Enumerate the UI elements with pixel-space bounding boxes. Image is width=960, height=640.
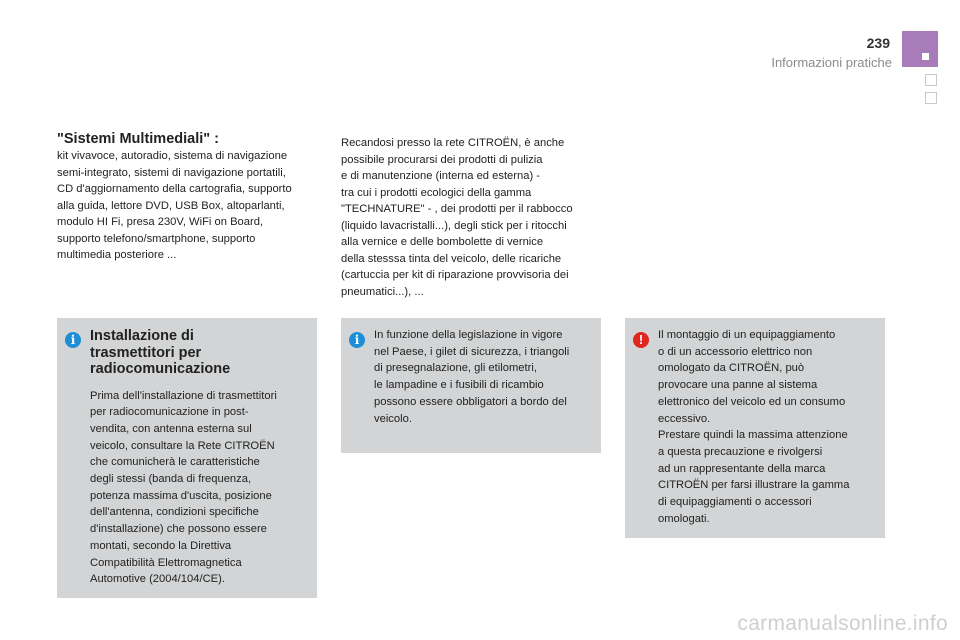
text-line: le lampadine e i fusibili di ricambio [374, 379, 544, 392]
text-line: tra cui i prodotti ecologici della gamma [341, 186, 532, 199]
transmitters-heading [90, 328, 312, 378]
text-line: Recandosi presso la rete CITROËN, è anche [341, 137, 565, 149]
text-line: di equipaggiamenti o accessori [658, 496, 812, 509]
section-title: Informazioni pratiche [771, 55, 892, 70]
transmitters-panel-content [90, 328, 312, 588]
text-line: possono essere obbligatori a bordo del [374, 395, 567, 408]
text-line: vendita, con antenna esterna sul [90, 422, 252, 435]
citroen-network-block [341, 135, 611, 300]
text-line: kit vivavoce, autoradio, sistema di navigazione [57, 150, 288, 162]
text-line: Compatibilità Elettromagnetica [90, 556, 242, 569]
warning-icon: ! [633, 332, 649, 348]
warning-panel [625, 318, 885, 538]
heading-line: Installazione di [90, 328, 194, 344]
text-line: alla vernice e delle bombolette di vernice [341, 236, 544, 248]
chapter-box-outline [925, 92, 937, 104]
text-line: montati, secondo la Direttiva [90, 539, 232, 552]
heading-line: radiocomunicazione [90, 361, 231, 377]
info-icon: i [65, 332, 81, 348]
text-line: (cartuccia per kit di riparazione provvisoria dei [341, 269, 569, 281]
text-line: d'installazione) che possono essere [90, 523, 267, 536]
text-line: Prima dell'installazione di trasmettitori [90, 389, 277, 402]
text-line: della stesssa tinta del veicolo, delle ricariche [341, 252, 562, 265]
text-line: omologati. [658, 512, 710, 525]
text-line: provocare una panne al sistema [658, 379, 818, 392]
text-line: semi-integrato, sistemi di navigazione portatili, [57, 166, 286, 179]
text-line: degli stessi (banda di frequenza, [90, 473, 252, 486]
text-line: Automotive (2004/104/CE). [90, 573, 225, 586]
text-line: ad un rappresentante della marca [658, 462, 826, 475]
text-line: CITROËN per farsi illustrare la gamma [658, 479, 850, 492]
text-line: eccessivo. [658, 412, 711, 425]
text-line: veicolo. [374, 412, 412, 425]
text-line: supporto telefono/smartphone, supporto [57, 232, 256, 245]
transmitters-info-panel [57, 318, 317, 598]
text-line: possibile procurarsi dei prodotti di pulizia [341, 153, 543, 166]
text-line: pneumatici...), ... [341, 285, 424, 298]
text-line: di presegnalazione, gli etilometri, [374, 362, 537, 375]
text-line: o di un accessorio elettrico non [658, 345, 813, 358]
text-line: per radiocomunicazione in post- [90, 406, 249, 419]
heading-line: trasmettitori per [90, 344, 202, 361]
text-line: dell'antenna, condizioni specifiche [90, 506, 259, 519]
text-line: alla guida, lettore DVD, USB Box, altoparlanti, [57, 199, 285, 212]
text-line: veicolo, consultare la Rete CITROËN [90, 439, 275, 452]
multimedia-title: "Sistemi Multimediali" : [57, 131, 219, 147]
text-line: modulo HI Fi, presa 230V, WiFi on Board, [57, 216, 264, 228]
text-line: multimedia posteriore ... [57, 249, 177, 261]
text-line: In funzione della legislazione in vigore [374, 329, 563, 341]
text-line: "TECHNATURE" - , dei prodotti per il rabbocco [341, 203, 573, 215]
text-line: potenza massima d'uscita, posizione [90, 489, 272, 502]
warning-panel-content [658, 327, 880, 527]
multimedia-block [57, 131, 322, 264]
text-line: CD d'aggiornamento della cartografia, supporto [57, 183, 292, 195]
text-line: Prestare quindi la massima attenzione [658, 429, 848, 442]
tab-marker [922, 53, 929, 60]
text-line: e di manutenzione (interna ed esterna) - [341, 170, 541, 182]
text-line: Il montaggio di un equipaggiamento [658, 329, 836, 341]
watermark: carmanualsonline.info [737, 612, 948, 635]
info-icon: i [349, 332, 365, 348]
chapter-box-outline [925, 74, 937, 86]
text-line: elettronico del veicolo ed un consumo [658, 395, 846, 408]
page-number: 239 [866, 35, 890, 51]
chapter-tab [902, 31, 938, 67]
text-line: nel Paese, i gilet di sicurezza, i triangoli [374, 345, 570, 358]
text-line: a questa precauzione e rivolgersi [658, 445, 823, 458]
text-line: che comunicherà le caratteristiche [90, 456, 260, 469]
legislation-info-panel [341, 318, 601, 453]
text-line: (liquido lavacristalli...), degli stick per i ritocchi [341, 219, 567, 232]
text-line: omologato da CITROËN, può [658, 362, 805, 375]
legislation-panel-content [374, 327, 596, 427]
